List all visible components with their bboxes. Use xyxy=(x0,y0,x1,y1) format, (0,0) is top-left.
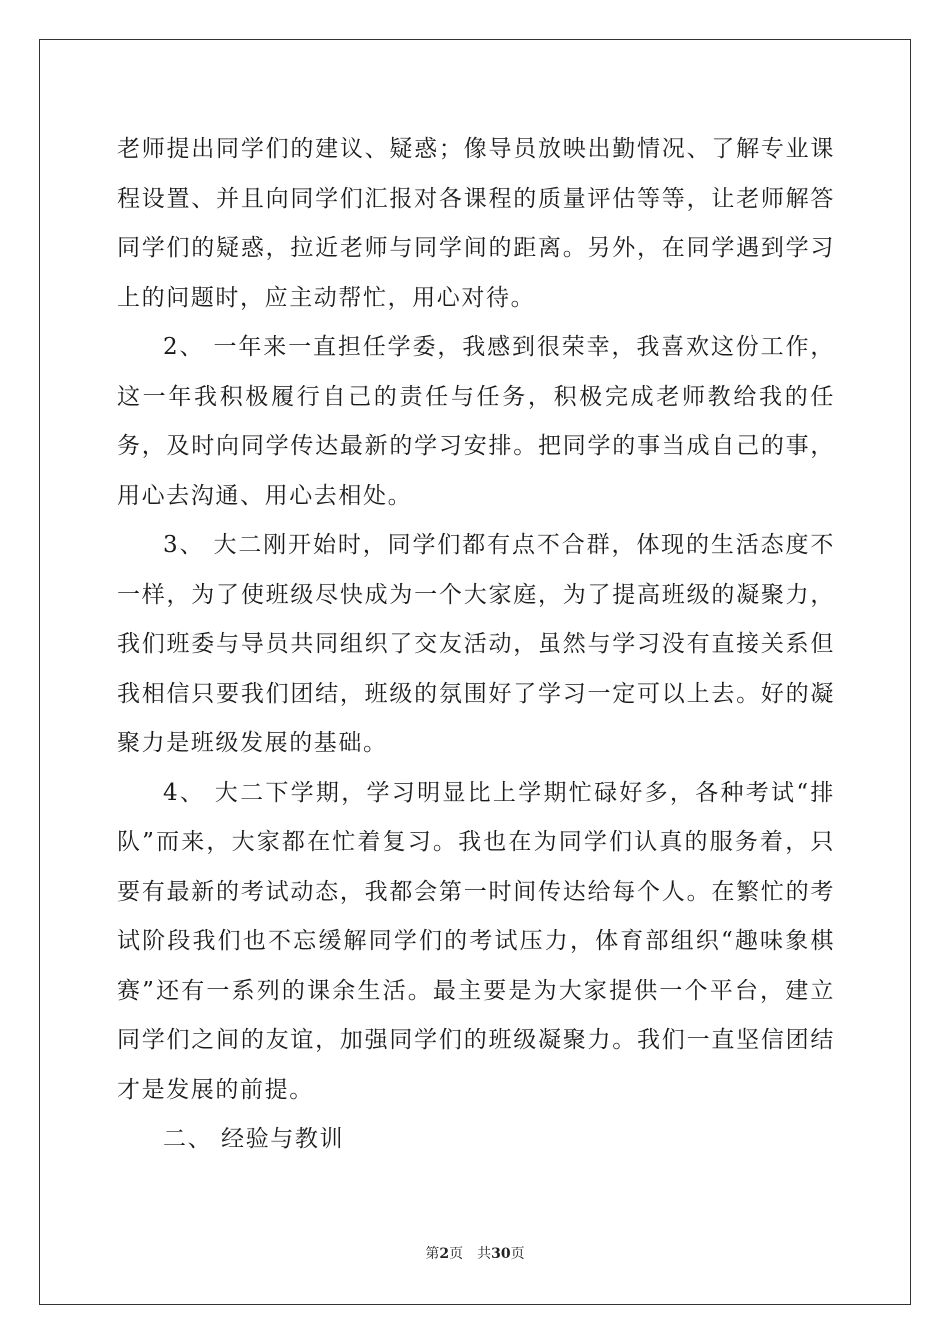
section-heading: 二、 经验与教训 xyxy=(163,1126,345,1152)
total-prefix: 共 xyxy=(477,1246,492,1262)
total-suffix: 页 xyxy=(510,1246,525,1262)
paragraph-1: 老师提出同学们的建议、疑惑；像导员放映出勤情况、了解专业课程设置、并且向同学们汇报对各课程的质量评估等等，让老师解答同学们的疑惑，拉近老师与同学间的距离。另外，在同学遇到学习上的问题时，应主动帮忙，用心对待。 xyxy=(117,136,835,311)
paragraph-3: 3、 大二刚开始时，同学们都有点不合群，体现的生活态度不一样，为了使班级尽快成为一个大家庭，为了提高班级的凝聚力，我们班委与导员共同组织了交友活动，虽然与学习没有直接关系但我相信只要我们团结，班级的氛围好了学习一定可以上去。好的凝聚力是班级发展的基础。 xyxy=(117,532,835,756)
page-suffix: 页 xyxy=(449,1246,464,1262)
document-body xyxy=(117,125,835,1165)
paragraph-4: 4、 大二下学期，学习明显比上学期忙碌好多，各种考试“排队”而来，大家都在忙着复习。我也在为同学们认真的服务着，只要有最新的考试动态，我都会第一时间传达给每个人。在繁忙的考试阶段我们也不忘缓解同学们的考试压力，体育部组织“趣味象棋赛”还有一系列的课余生活。最主要是为大家提供一个平台，建立同学们之间的友谊，加强同学们的班级凝聚力。我们一直坚信团结才是发展的前提。 xyxy=(117,779,835,1103)
paragraph-2: 2、 一年来一直担任学委，我感到很荣幸，我喜欢这份工作，这一年我积极履行自己的责任与任务，积极完成老师教给我的任务，及时向同学传达最新的学习安排。把同学的事当成自己的事，用心去沟通、用心去相处。 xyxy=(117,334,835,509)
page-current: 2 xyxy=(439,1246,450,1262)
page-prefix: 第 xyxy=(425,1246,440,1262)
page-total: 30 xyxy=(491,1246,511,1262)
page-footer xyxy=(0,1243,950,1263)
